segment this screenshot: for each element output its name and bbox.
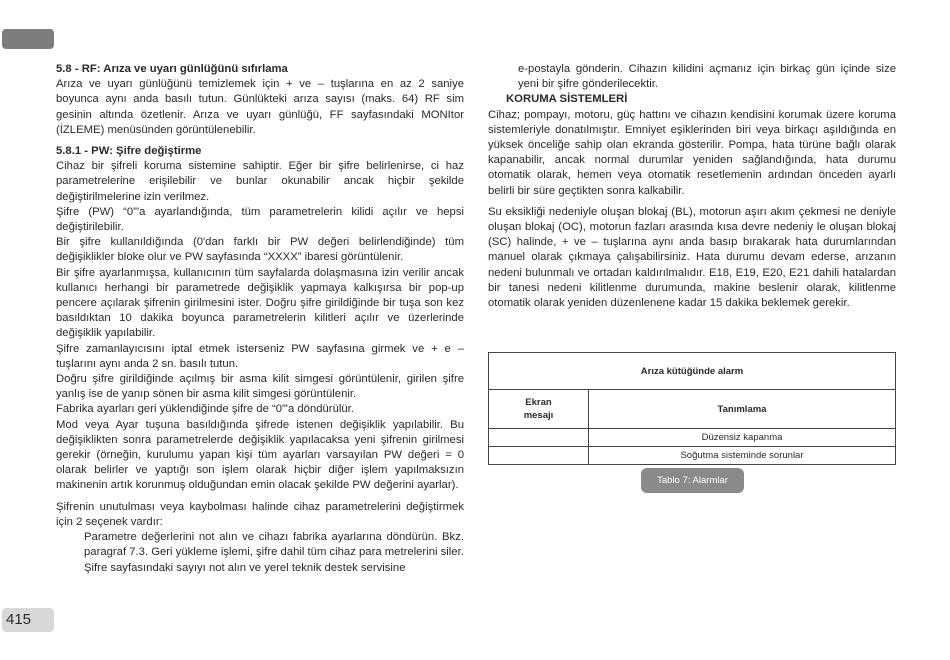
alarm-table bbox=[488, 352, 896, 465]
paragraph-protection-blockage: Su eksikliği nedeniyle oluşan blokaj (BL), motorun aşırı akım çekmesi ne deniyle oluşan blokaj (OC), motorun fazları arasında kısa devre nedeniy le oluşan blokaj (SC) halinde, + ve – tuşlarına aynı anda basıp bırakarak hata durumlarından manuel olarak çıkmaya çalışabilirsiniz. Hata durumu devam ederse, arızanın nedeni bulunmalı ve ortadan kaldırılmalıdır. E18, E19, E20, E21 dahili hatalardan bir tanesi nedeni kilitlenme durumunda, makine beslenir olarak, kilitlenme otomatik olarak yeniden düzenlenene kadar 15 dakika beklemek gerekir. bbox=[488, 205, 896, 310]
option-support: Şifre sayfasındaki sayıyı not alın ve yerel teknik destek servisine bbox=[84, 561, 406, 574]
alarm-code-cell bbox=[489, 447, 589, 465]
paragraph-protection-intro: Cihaz; pompayı, motoru, güç hattını ve cihazın kendisini korumak üzere koruma sistemleriyle donatılmıştır. Emniyet eşiklerinden biri veya birkaçı aşıldığında en yüksek önceliğe sahip olan ekranda gösterilir. Pompa, hata türüne bağlı olarak kapanabilir, ancak normal durumlar yeniden sağlandığında, hata durumu otomatik olarak, hemen veya otomatik resetlemenin ardından önceden ayarlı belirli bir süre geçtikten sonra kalkabilir. bbox=[488, 108, 896, 197]
alarm-table-col-display-line2: mesajı bbox=[523, 410, 554, 421]
table-row bbox=[489, 429, 896, 447]
alarm-code-cell bbox=[489, 429, 589, 447]
section-heading-5-8: 5.8 - RF: Arıza ve uyarı günlüğünü sıfırlama bbox=[56, 63, 288, 75]
paragraph-password-zero: Şifre (PW) “0”'a ayarlandığında, tüm parametrelerin kilidi açılır ve hepsi değiştirilebilir. bbox=[56, 205, 464, 234]
table-caption: Tablo 7: Alarmlar bbox=[641, 468, 744, 493]
paragraph-password-intro: Cihaz bir şifreli koruma sistemine sahiptir. Eğer bir şifre belirlenirse, ci haz parametrelerine erişilebilir ve bunlar okunabilir ancak hiçbir şekilde değiştirilmelerine izin verilmez. bbox=[56, 160, 464, 203]
paragraph-password-blocked: Bir şifre kullanıldığında (0'dan farklı bir PW değeri belirlendiğinde) tüm değişiklikler bloke olur ve PW sayfasında “XXXX” ibaresi görüntülenir. bbox=[56, 236, 464, 264]
paragraph-password-factory: Fabrika ayarları geri yüklendiğinde şifre de “0”'a döndürülür. bbox=[56, 403, 354, 416]
option-factory-reset: Parametre değerlerini not alın ve cihazı fabrika ayarlarına döndürün. Bkz. paragraf 7.3. Geri yükleme işlemi, şifre dahil tüm cihaz para metrelerini siler. bbox=[84, 531, 464, 559]
table-row bbox=[489, 447, 896, 465]
alarm-desc-cell: Soğutma sisteminde sorunlar bbox=[589, 447, 896, 465]
left-column bbox=[56, 62, 464, 576]
paragraph-password-timer: Şifre zamanlayıcısını iptal etmek isterseniz PW sayfasına girmek ve + e – tuşlarını aynı anda 2 sn. basılı tutun. bbox=[56, 342, 464, 370]
paragraph-rf-reset: Arıza ve uyarı günlüğünü temizlemek için + ve – tuşlarına en az 2 saniye boyunca aynı anda basılı tutun. Günlükteki arıza sayısı (maks. 64) RF sim gesinin altında özetlenir. Arıza ve uyarı günlüğü, FF sayfasındaki MONItor (İZLEME) menüsünden görüntülenebilir. bbox=[56, 78, 464, 136]
right-column bbox=[488, 62, 896, 311]
alarm-table-title: Arıza kütüğünde alarm bbox=[489, 353, 896, 390]
section-heading-protection: KORUMA SİSTEMLERİ bbox=[506, 93, 628, 106]
alarm-table-col-display bbox=[489, 390, 589, 429]
alarm-table-col-description: Tanımlama bbox=[589, 390, 896, 429]
paragraph-password-forgotten: Şifrenin unutulması veya kaybolması halinde cihaz parametrelerini değiştirmek için 2 seçenek vardır: bbox=[56, 500, 464, 528]
section-heading-5-8-1: 5.8.1 - PW: Şifre değiştirme bbox=[56, 145, 202, 158]
option-support-continued: e-postayla gönderin. Cihazın kilidini açmanız için birkaç gün içinde size yeni bir şifre gönderilecektir. bbox=[518, 63, 896, 91]
page-tab-marker bbox=[2, 29, 54, 49]
paragraph-password-mode: Mod veya Ayar tuşuna basıldığında şifrede istenen değişiklik yapılabilir. Bu değişiklikten sonra parametrelerde değişiklik yapılacaksa yeni şifrenin girilmesi gerekir (örneğin, kurulumu yapan kişi tüm ayarları varsayılan PW değeri = 0 olarak belirler ve yaptığı son işlem olarak hiçbir diğer işlem yapılmaksızın makinenin artık korunmuş olduğundan emin olacak şekilde PW değerini ayarlar). bbox=[56, 418, 464, 492]
page-number: 415 bbox=[2, 608, 54, 632]
alarm-desc-cell: Düzensiz kapanma bbox=[589, 429, 896, 447]
paragraph-password-popup: Bir şifre ayarlanmışsa, kullanıcının tüm sayfalarda dolaşmasına izin verilir ancak kullanıcı herhangi bir parametrede değişiklik yapmaya kalkışırsa bir pop-up pencere açılarak şifrenin girilmesini ister. Doğru şifre girildiğinde bir tuşa son kez basıldıktan 10 dakika boyunca parametrelerin kilitleri açılır ve üzerlerinde değişiklik yapılabilir. bbox=[56, 266, 464, 340]
alarm-table-col-display-line1: Ekran bbox=[525, 397, 552, 408]
paragraph-password-lock-icon: Doğru şifre girildiğinde açılmış bir asma kilit simgesi görüntülenir, girilen şifre yanlış ise de yanıp sönen bir asma kilit simgesi görüntülenir. bbox=[56, 373, 464, 401]
